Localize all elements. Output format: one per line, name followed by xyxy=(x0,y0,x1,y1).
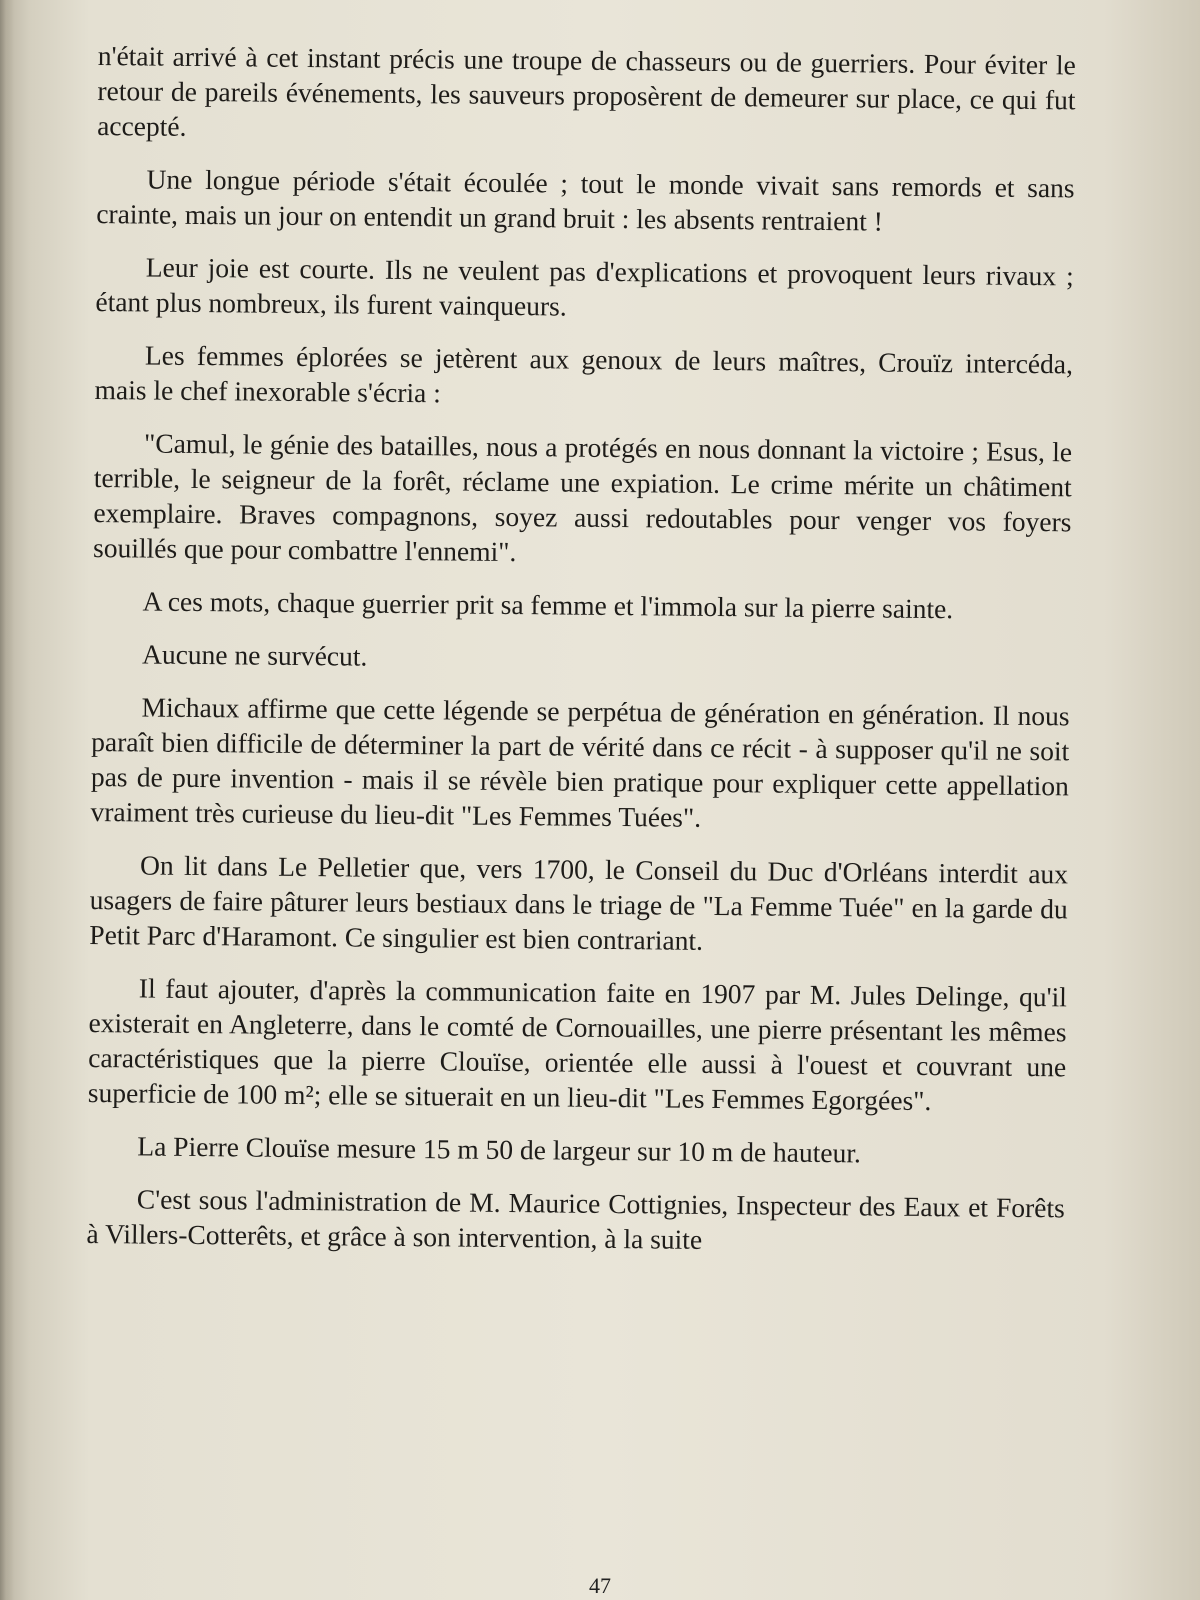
paragraph: Michaux affirme que cette légende se perpétua de génération en génération. Il nous paraît bien difficile de déterminer la part de vérité dans ce récit - à supposer qu'il ne soit pas de pure invention - mais il se révèle bien pratique pour expliquer cette appellation vraiment très curieuse du lieu-dit "Les Femmes Tuées". xyxy=(90,691,1070,833)
quoted-speech-paragraph: "Camul, le génie des batailles, nous a protégés en nous donnant la victoire ; Esus, le terrible, le seigneur de la forêt, réclame une expiation. Le crime mérite un châtiment exemplaire. Braves compagnons, soyez aussi redoutables pour venger vos foyers souillés que pour combattre l'ennemi". xyxy=(92,427,1073,568)
page-binding-shadow xyxy=(0,0,14,1600)
paragraph: Une longue période s'était écoulée ; tout le monde vivait sans remords et sans crainte, mais un jour on entendit un grand bruit : les absents rentraient ! xyxy=(96,163,1075,237)
paragraph: C'est sous l'administration de M. Maurice Cottignies, Inspecteur des Eaux et Forêts à Villers-Cotterêts, et grâce à son intervention, à la suite xyxy=(86,1183,1065,1255)
page-number: 47 xyxy=(589,1573,611,1598)
paragraph: Aucune ne survécut. xyxy=(141,638,368,672)
paragraph: n'était arrivé à cet instant précis une troupe de chasseurs ou de guerriers. Pour éviter le retour de pareils événements, les sauveurs proposèrent de demeurer sur place, ce qui fut accepté. xyxy=(97,39,1076,142)
page-text xyxy=(86,38,1076,1278)
paragraph: Les femmes éplorées se jetèrent aux genoux de leurs maîtres, Crouïz intercéda, mais le chef inexorable s'écria : xyxy=(94,339,1074,409)
paragraph: La Pierre Clouïse mesure 15 m 50 de largeur sur 10 m de hauteur. xyxy=(137,1130,861,1169)
paragraph: On lit dans Le Pelletier que, vers 1700, le Conseil du Duc d'Orléans interdit aux usagers de faire pâturer leurs bestiaux dans le triage de "La Femme Tuée" en la garde du Petit Parc d'Haramont. Ce singulier est bien contrariant. xyxy=(89,849,1069,956)
paragraph: A ces mots, chaque guerrier prit sa femme et l'immola sur la pierre sainte. xyxy=(142,585,954,625)
paragraph: Leur joie est courte. Ils ne veulent pas d'explications et provoquent leurs rivaux ; étant plus nombreux, ils furent vainqueurs. xyxy=(95,251,1074,322)
paragraph: Il faut ajouter, d'après la communication faite en 1907 par M. Jules Delinge, qu'il existerait en Angleterre, dans le comté de Cornouailles, une pierre présentant les mêmes caractéristiques que la pierre Clouïse, orientée elle aussi à l'ouest et couvrant une superficie de 100 m²; elle se situerait en un lieu-dit "Les Femmes Egorgées". xyxy=(87,972,1067,1117)
